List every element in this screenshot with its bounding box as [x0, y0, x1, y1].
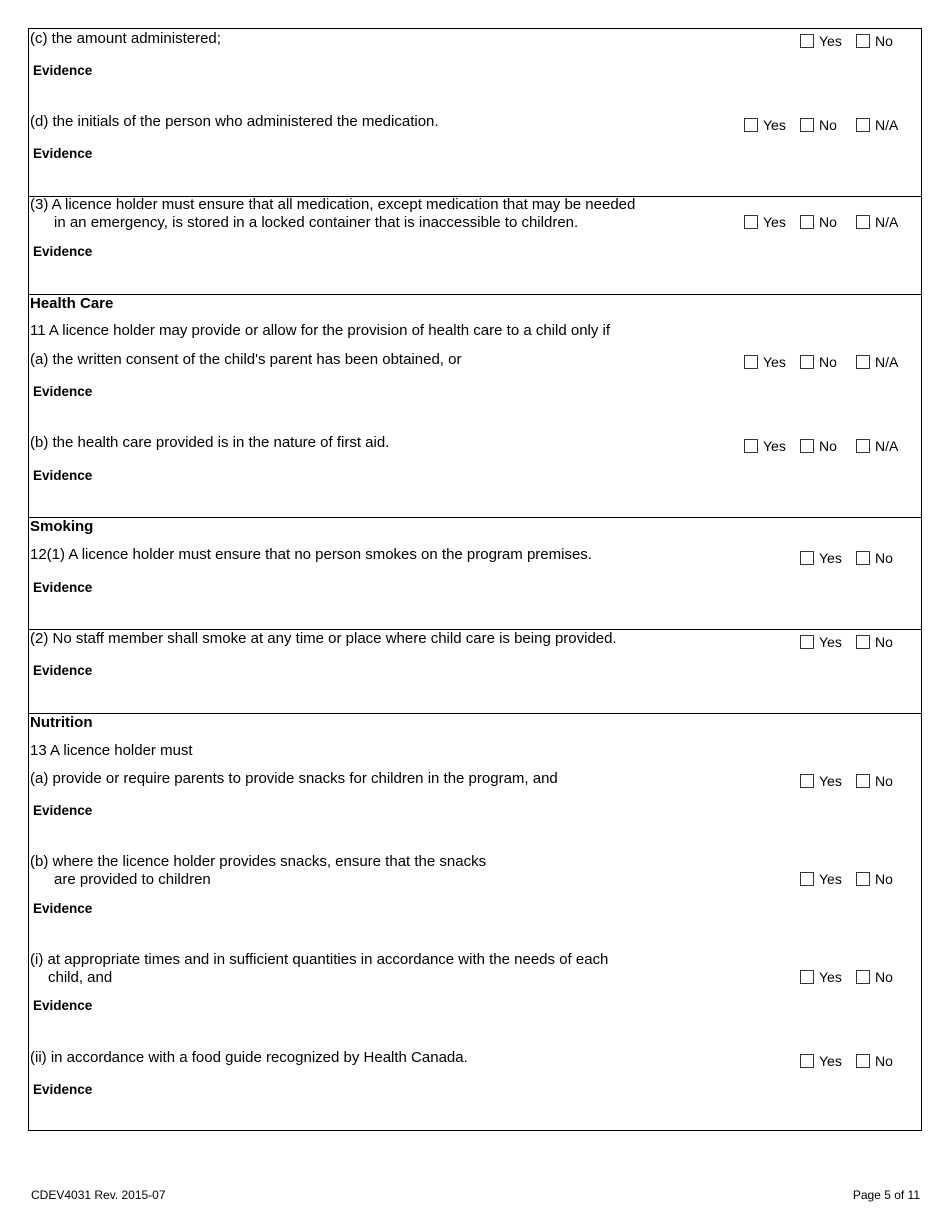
item-11-a: (a) the written consent of the child's parent has been obtained, or [30, 351, 462, 368]
s13ii-yes-option[interactable] [800, 1053, 842, 1069]
s11a-na-option[interactable] [856, 354, 898, 370]
checkbox[interactable] [800, 439, 814, 453]
form-code: CDEV4031 Rev. 2015-07 [31, 1188, 166, 1202]
yes-label: Yes [763, 117, 786, 133]
d-na-option[interactable] [856, 117, 898, 133]
yes-label: Yes [819, 773, 842, 789]
s12-1-yes-option[interactable] [800, 550, 842, 566]
yes-label: Yes [819, 969, 842, 985]
checkbox[interactable] [800, 118, 814, 132]
evidence-label: Evidence [33, 146, 93, 161]
yes-label: Yes [763, 214, 786, 230]
d-no-option[interactable] [800, 117, 837, 133]
s13a-yes-option[interactable] [800, 773, 842, 789]
evidence-label: Evidence [33, 244, 93, 259]
s11b-na-option[interactable] [856, 438, 898, 454]
item-13-b [30, 853, 486, 889]
yes-label: Yes [819, 33, 842, 49]
item-13-a: (a) provide or require parents to provide snacks for children in the program, and [30, 770, 558, 787]
yes-label: Yes [763, 438, 786, 454]
evidence-label: Evidence [33, 803, 93, 818]
c-no-option[interactable] [856, 33, 893, 49]
item-line: (i) at appropriate times and in sufficient quantities in accordance with the needs of each [30, 951, 609, 968]
s13i-yes-option[interactable] [800, 969, 842, 985]
s11b-no-option[interactable] [800, 438, 837, 454]
no-label: No [819, 438, 837, 454]
evidence-label: Evidence [33, 63, 93, 78]
s12-2-yes-option[interactable] [800, 634, 842, 650]
yes-label: Yes [819, 634, 842, 650]
item-13-intro: 13 A licence holder must [30, 742, 193, 759]
divider [29, 294, 921, 295]
item-line: in an emergency, is stored in a locked container that is inaccessible to children. [54, 214, 579, 231]
no-label: No [875, 969, 893, 985]
s13b-yes-option[interactable] [800, 871, 842, 887]
item-line: (b) where the licence holder provides snacks, ensure that the snacks [30, 853, 487, 870]
item-13-ii: (ii) in accordance with a food guide recognized by Health Canada. [30, 1049, 468, 1066]
checklist-form [28, 28, 922, 1131]
item-13-i [30, 951, 608, 987]
checkbox[interactable] [800, 1054, 814, 1068]
evidence-label: Evidence [33, 580, 93, 595]
item-line: are provided to children [54, 871, 211, 888]
divider [29, 713, 921, 714]
checkbox[interactable] [800, 872, 814, 886]
checkbox[interactable] [800, 355, 814, 369]
evidence-label: Evidence [33, 468, 93, 483]
s3-na-option[interactable] [856, 214, 898, 230]
checkbox[interactable] [800, 551, 814, 565]
yes-label: Yes [819, 871, 842, 887]
checkbox[interactable] [856, 355, 870, 369]
checkbox[interactable] [856, 551, 870, 565]
checkbox[interactable] [856, 872, 870, 886]
no-label: No [875, 550, 893, 566]
evidence-label: Evidence [33, 998, 93, 1013]
evidence-label: Evidence [33, 1082, 93, 1097]
section-heading-nutrition: Nutrition [30, 714, 93, 731]
s12-2-no-option[interactable] [856, 634, 893, 650]
evidence-label: Evidence [33, 663, 93, 678]
s13ii-no-option[interactable] [856, 1053, 893, 1069]
section-heading-smoking: Smoking [30, 518, 94, 535]
checkbox[interactable] [744, 118, 758, 132]
checkbox[interactable] [856, 1054, 870, 1068]
checkbox[interactable] [856, 34, 870, 48]
no-label: No [875, 33, 893, 49]
s3-yes-option[interactable] [744, 214, 786, 230]
checkbox[interactable] [800, 34, 814, 48]
checkbox[interactable] [744, 215, 758, 229]
evidence-label: Evidence [33, 901, 93, 916]
item-d-initials: (d) the initials of the person who administered the medication. [30, 113, 439, 130]
item-12-1: 12(1) A licence holder must ensure that no person smokes on the program premises. [30, 546, 592, 563]
no-label: No [875, 634, 893, 650]
item-3-medication-storage [30, 196, 635, 232]
na-label: N/A [875, 117, 899, 133]
item-line: (3) A licence holder must ensure that all medication, except medication that may be needed [30, 196, 636, 213]
section-heading-health-care: Health Care [30, 295, 114, 312]
na-label: N/A [875, 214, 899, 230]
page-number: Page 5 of 11 [852, 1188, 920, 1202]
divider [29, 517, 921, 518]
no-label: No [819, 117, 837, 133]
s11b-yes-option[interactable] [744, 438, 786, 454]
checkbox[interactable] [800, 970, 814, 984]
item-11-b: (b) the health care provided is in the nature of first aid. [30, 434, 390, 451]
c-yes-option[interactable] [800, 33, 842, 49]
checkbox[interactable] [744, 439, 758, 453]
na-label: N/A [875, 438, 899, 454]
no-label: No [875, 773, 893, 789]
s13a-no-option[interactable] [856, 773, 893, 789]
no-label: No [875, 871, 893, 887]
checkbox[interactable] [856, 635, 870, 649]
s13b-no-option[interactable] [856, 871, 893, 887]
checkbox[interactable] [744, 355, 758, 369]
no-label: No [819, 214, 837, 230]
checkbox[interactable] [856, 774, 870, 788]
checkbox[interactable] [856, 215, 870, 229]
checkbox[interactable] [800, 635, 814, 649]
checkbox[interactable] [856, 439, 870, 453]
no-label: No [875, 1053, 893, 1069]
checkbox[interactable] [856, 118, 870, 132]
no-label: No [819, 354, 837, 370]
s13i-no-option[interactable] [856, 969, 893, 985]
yes-label: Yes [819, 550, 842, 566]
checkbox[interactable] [856, 970, 870, 984]
item-11-intro: 11 A licence holder may provide or allow for the provision of health care to a child only if [30, 322, 611, 339]
checkbox[interactable] [800, 774, 814, 788]
item-12-2: (2) No staff member shall smoke at any time or place where child care is being provided. [30, 630, 617, 647]
s11a-yes-option[interactable] [744, 354, 786, 370]
yes-label: Yes [819, 1053, 842, 1069]
s3-no-option[interactable] [800, 214, 837, 230]
s12-1-no-option[interactable] [856, 550, 893, 566]
item-line: child, and [48, 969, 113, 986]
item-c-amount: (c) the amount administered; [30, 30, 221, 47]
s11a-no-option[interactable] [800, 354, 837, 370]
d-yes-option[interactable] [744, 117, 786, 133]
na-label: N/A [875, 354, 899, 370]
evidence-label: Evidence [33, 384, 93, 399]
yes-label: Yes [763, 354, 786, 370]
checkbox[interactable] [800, 215, 814, 229]
